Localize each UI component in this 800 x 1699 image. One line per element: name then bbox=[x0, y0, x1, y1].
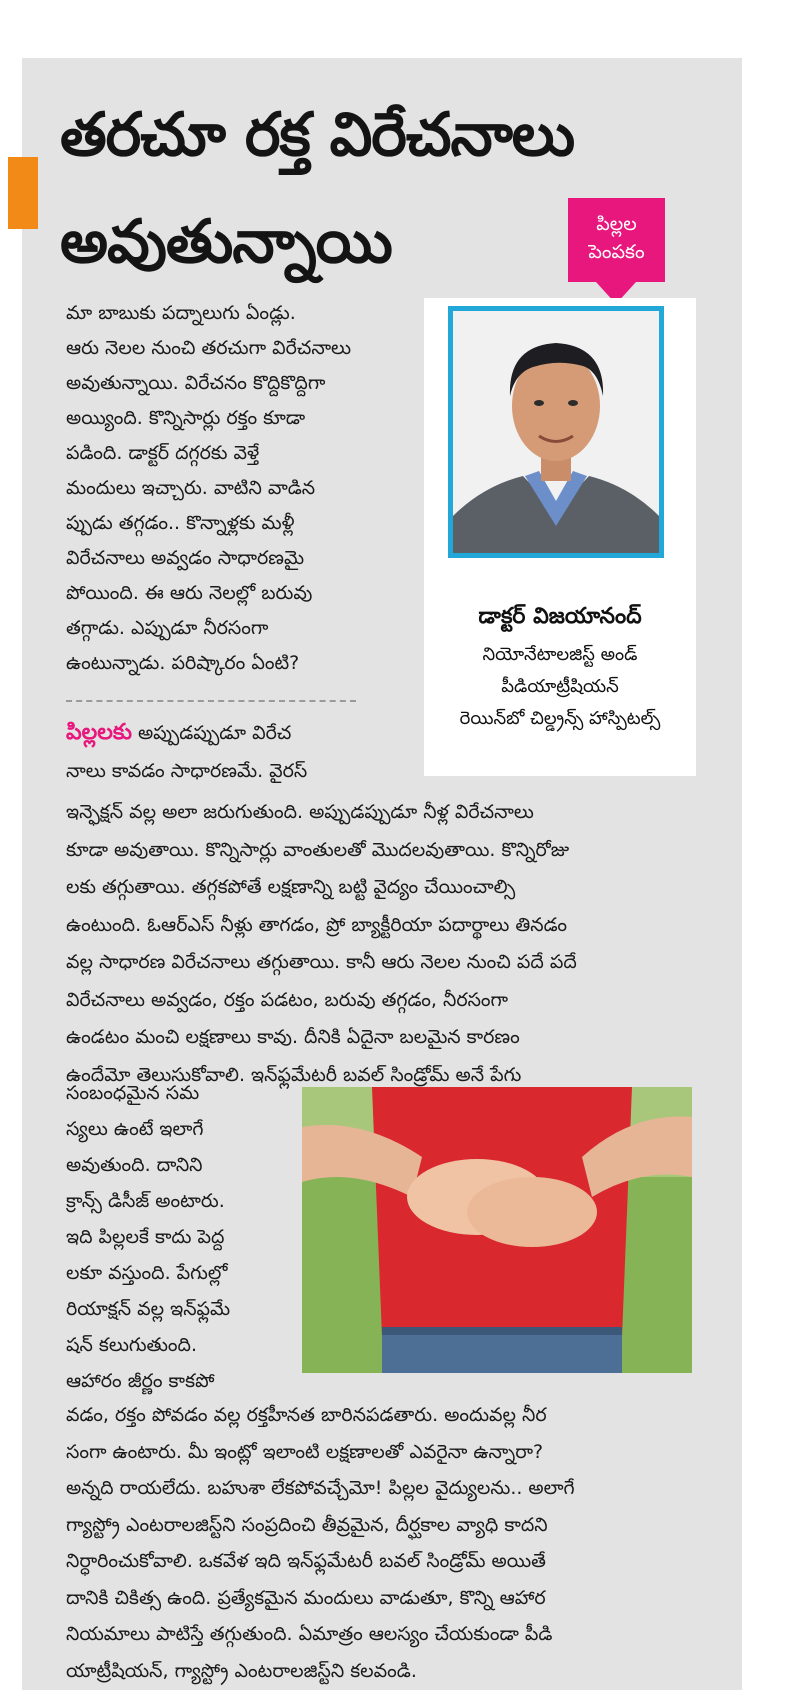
answer-line-2 bbox=[66, 752, 307, 791]
answer-line: నియమాలు పాటిస్తే తగ్గుతుంది. ఏమాత్రం ఆలస్యం చేయకుండా పీడి bbox=[66, 1623, 553, 1645]
doctor-name: డాక్టర్ విజయానంద్ bbox=[478, 604, 642, 629]
question-line: ప్పుడు తగ్గడం.. కొన్నాళ్లకు మళ్లీ bbox=[66, 512, 295, 534]
answer-lead-word: పిల్లలకు bbox=[66, 720, 132, 745]
question-line: తగ్గాడు. ఎప్పుడూ నీరసంగా bbox=[66, 617, 269, 639]
answer-line: యాట్రీషియన్, గ్యాస్ట్రో ఎంటరాలజిస్ట్‌ని కలవండి. bbox=[66, 1659, 417, 1682]
answer-narrow-block bbox=[66, 1075, 230, 1399]
answer-line: ఉందేమో తెలుసుకోవాలి. ఇన్‌ఫ్లమేటరీ బవల్ సిండ్రోమ్ అనే పేగు bbox=[66, 1063, 522, 1086]
answer-line: నిర్ధారించుకోవాలి. ఒకవేళ ఇది ఇన్‌ఫ్లమేటరీ బవల్ సిండ్రోమ్ అయితే bbox=[66, 1550, 546, 1572]
question-line: విరేచనాలు అవ్వడం సాధారణమై bbox=[66, 547, 305, 569]
answer-line: షన్ కలుగుతుంది. bbox=[66, 1334, 197, 1356]
question-line: అవుతున్నాయి. విరేచనం కొద్దికొద్దిగా bbox=[66, 372, 326, 394]
column-tag-line-1: పిల్లల bbox=[596, 213, 637, 235]
question-line: మందులు ఇచ్చారు. వాటిని వాడిన bbox=[66, 477, 316, 499]
answer-line: సంబంధమైన సమ bbox=[66, 1082, 200, 1104]
answer-line: ఇది పిల్లలకే కాదు పెద్ద bbox=[66, 1226, 225, 1248]
answer-line: లకూ వస్తుంది. పేగుల్లో bbox=[66, 1262, 228, 1284]
answer-line: ఉంటుంది. ఓఆర్ఎస్ నీళ్లు తాగడం, ప్రో బ్యాక్టీరియా పదార్థాలు తినడం bbox=[66, 913, 567, 936]
answer-final-block bbox=[66, 1397, 575, 1689]
answer-line: సంగా ఉంటారు. మీ ఇంట్లో ఇలాంటి లక్షణాలతో ఎవరైనా ఉన్నారా? bbox=[66, 1440, 544, 1463]
answer-line: విరేచనాలు అవ్వడం, రక్తం పడటం, బరువు తగ్గడం, నీరసంగా bbox=[66, 988, 509, 1011]
answer-full-block bbox=[66, 794, 577, 1094]
answer-lead-line bbox=[66, 714, 291, 752]
answer-lead-rest: అప్పుడప్పుడూ విరేచ bbox=[137, 722, 292, 744]
answer-line: గ్యాస్ట్రో ఎంటరాలజిస్ట్‌ని సంప్రదించి తీవ్రమైన, దీర్ఘకాల వ్యాధి కాదని bbox=[66, 1513, 548, 1536]
answer-line: నాలు కావడం సాధారణమే. వైరస్ bbox=[66, 760, 308, 782]
question-answer-divider bbox=[66, 700, 356, 702]
doctor-portrait-icon bbox=[453, 311, 659, 553]
answer-line: ఉండటం మంచి లక్షణాలు కావు. దీనికి ఏదైనా బలమైన కారణం bbox=[66, 1026, 520, 1048]
answer-line: ఇన్ఫెక్షన్ వల్ల అలా జరుగుతుంది. అప్పుడప్పుడూ నీళ్ల విరేచనాలు bbox=[66, 801, 534, 823]
child-stomach-photo bbox=[302, 1087, 692, 1373]
question-line: అయ్యింది. కొన్నిసార్లు రక్తం కూడా bbox=[66, 407, 306, 429]
question-line: ఆరు నెలల నుంచి తరచుగా విరేచనాలు bbox=[66, 337, 352, 359]
question-line: ఉంటున్నాడు. పరిష్కారం ఏంటి? bbox=[66, 652, 300, 674]
headline-line-1: తరచూ రక్త విరేచనాలు bbox=[60, 100, 575, 170]
question-line: మా బాబుకు పద్నాలుగు ఏండ్లు. bbox=[66, 302, 296, 324]
doctor-title-1: నియోనేటాలజిస్ట్ అండ్ bbox=[482, 644, 638, 665]
doctor-title-2: పీడియాట్రీషియన్ bbox=[501, 676, 619, 697]
column-tag bbox=[568, 198, 665, 282]
answer-line: కూడా అవుతాయి. కొన్నిసార్లు వాంతులతో మొదలవుతాయి. కొన్నిరోజు bbox=[66, 838, 570, 861]
answer-line: దానికి చికిత్స ఉంది. ప్రత్యేకమైన మందులు వాడుతూ, కొన్ని ఆహార bbox=[66, 1586, 546, 1609]
question-line: పడింది. డాక్టర్ దగ్గరకు వెళ్తే bbox=[66, 442, 260, 464]
answer-line: ఆహారం జీర్ణం కాకపో bbox=[66, 1370, 215, 1392]
answer-line: స్యలు ఉంటే ఇలాగే bbox=[66, 1118, 204, 1140]
column-tag-line-2: పెంపకం bbox=[588, 241, 645, 263]
question-text bbox=[66, 296, 351, 681]
answer-line: లకు తగ్గుతాయి. తగ్గకపోతే లక్షణాన్ని బట్టి వైద్యం చేయించాల్సి bbox=[66, 876, 516, 898]
answer-line: క్రాన్స్ డిసీజ్ అంటారు. bbox=[66, 1190, 225, 1212]
doctor-photo bbox=[448, 306, 664, 558]
doctor-hospital: రెయిన్‌బో చిల్డ్రన్స్ హాస్పిటల్స్ bbox=[459, 708, 661, 729]
answer-line: వడం, రక్తం పోవడం వల్ల రక్తహీనత బారినపడతారు. అందువల్ల నీర bbox=[66, 1404, 547, 1426]
answer-line: అవుతుంది. దానిని bbox=[66, 1154, 203, 1176]
section-marker bbox=[8, 157, 38, 229]
question-line: పోయింది. ఈ ఆరు నెలల్లో బరువు bbox=[66, 582, 313, 604]
answer-line: వల్ల సాధారణ విరేచనాలు తగ్గుతాయి. కానీ ఆరు నెలల నుంచి పదే పదే bbox=[66, 951, 577, 973]
headline-line-2: అవుతున్నాయి bbox=[60, 207, 392, 277]
answer-line: రియాక్షన్ వల్ల ఇన్‌ఫ్లమే bbox=[66, 1298, 231, 1320]
child-holding-stomach-icon bbox=[302, 1087, 692, 1373]
answer-line: అన్నది రాయలేదు. బహుశా లేకపోవచ్చేమో! పిల్లల వైద్యులను.. అలాగే bbox=[66, 1477, 575, 1499]
